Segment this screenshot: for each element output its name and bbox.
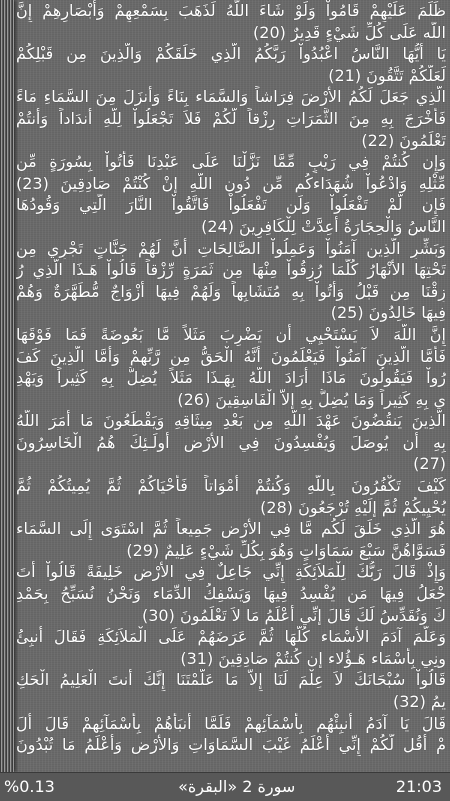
text-line: مْ أَقُل لَّكُمْ إِنِّي أَعْلَمُ غَيْبَ السَّمَاوَاتِ وَالأَرْضِ وَأَعْلَمُ مَا تُبْدُونَ bbox=[16, 735, 446, 755]
text-line: ي بِهِ كَثِيراً وَمَا يُضِلُّ بِهِ إِلاَّ الْفَاسِقِينَ (26) bbox=[177, 389, 446, 409]
text-line: بِهِ أَن يُوصَلَ وَيُفْسِدُونَ فِي الأرْضِ أُولَـئِكَ هُمُ الْخَاسِرُونَ bbox=[16, 432, 446, 452]
status-bar bbox=[0, 772, 450, 801]
text-line: تَحْتِهَا الأَنْهَارُ كُلَّمَا رُزِقُواْ مِنْهَا مِن ثَمَرَةٍ رِّزْقاً قَالُواْ هَـذَا الَّذِي رُ bbox=[16, 260, 446, 280]
text-line: قَالُواْ سُبْحَانَكَ لاَ عِلْمَ لَنَا إِلاَّ مَا عَلَّمْتَنَا إِنَّكَ أَنتَ الْعَلِيمُ الْحَكِ bbox=[16, 670, 446, 690]
text-line: ونِي بِأَسْمَاء هَـؤُلاء إِن كُنتُمْ صَادِقِينَ (31) bbox=[180, 648, 446, 668]
text-line: النَّاسُ وَالْحِجَارَةُ أُعِدَّتْ لِلْكَافِرِينَ (24) bbox=[201, 216, 446, 236]
reading-progress: %0.13 bbox=[4, 777, 55, 796]
text-line: كَيْفَ تَكْفُرُونَ بِاللَّهِ وَكُنتُمْ أَمْوَاتاً فَأَحْيَاكُمْ ثُمَّ يُمِيتُكُمْ ثُمَّ bbox=[16, 476, 446, 496]
text-line: إِنَّ اللَّهَ لاَ يَسْتَحْيِي أَن يَضْرِبَ مَثَلاً مَّا بَعُوضَةً فَمَا فَوْقَهَا bbox=[16, 324, 446, 344]
text-line: مِّثْلِهِ وَادْعُواْ شُهَدَاءكُم مِّن دُونِ اللّهِ إِنْ كُنْتُمْ صَادِقِينَ (23) bbox=[16, 173, 446, 193]
text-line: تَعْلَمُونَ (22) bbox=[361, 130, 446, 150]
text-line: فَإِن لَّمْ تَفْعَلُواْ وَلَن تَفْعَلُواْ فَاتَّقُواْ النَّارَ الَّتِي وَقُودُهَا bbox=[16, 195, 446, 215]
text-line: رُواْ فَيَقُولُونَ مَاذَا أَرَادَ اللَّهُ بِهَـذَا مَثَلاً يُضِلُّ بِهِ كَثِيراً وَيَهْدِ bbox=[16, 368, 446, 388]
text-line: وَإِن كُنتُمْ فِي رَيْبٍ مِّمَّا نَزَّلْنَا عَلَى عَبْدِنَا فَأْتُواْ بِسُورَةٍ مِّن bbox=[16, 152, 446, 172]
text-line: الَّذِي جَعَلَ لَكُمُ الأَرْضَ فِرَاشاً وَالسَّمَاء بِنَاءً وَأَنزَلَ مِنَ السَّمَاءِ مَاءً bbox=[16, 87, 446, 107]
text-line: زِقْنَا مِن قَبْلُ وَأُتُواْ بِهِ مُتَشَابِهاً وَلَهُمْ فِيهَا أَزْوَاجٌ مُّطَهَّرَةٌ وَهُمْ bbox=[16, 281, 446, 301]
text-line: هُوَ الَّذِي خَلَقَ لَكُم مَّا فِي الأَرْضِ جَمِيعاً ثُمَّ اسْتَوَى إِلَى السَّمَاء bbox=[16, 519, 446, 539]
text-line: يمُ (32) bbox=[392, 692, 446, 711]
text-line: كَ وَنُقَدِّسُ لَكَ قَالَ إِنِّي أَعْلَمُ مَا لاَ تَعْلَمُونَ (30) bbox=[142, 605, 446, 625]
text-line: الَّذِينَ يَنقُضُونَ عَهْدَ اللَّهِ مِن بَعْدِ مِيثَاقِهِ وَيَقْطَعُونَ مَا أَمَرَ اللَّهُ bbox=[16, 411, 446, 431]
quran-text-area[interactable] bbox=[16, 0, 446, 772]
text-line: لَعَلَّكُمْ تَتَّقُونَ (21) bbox=[328, 65, 446, 85]
text-line: فِيهَا خَالِدُونَ (25) bbox=[330, 303, 446, 323]
text-line: وَبَشِّرِ الَّذِين آمَنُواْ وَعَمِلُواْ الصَّالِحَاتِ أَنَّ لَهُمْ جَنَّاتٍ تَجْرِي مِن bbox=[16, 238, 446, 258]
text-line: قَالَ يَا آدَمُ أَنبِئْهُم بِأَسْمَآئِهِمْ فَلَمَّا أَنبَأَهُمْ بِأَسْمَآئِهِمْ قَالَ أَلَ bbox=[16, 713, 446, 733]
chapter-title: سورة 2 «البقرة» bbox=[178, 777, 296, 796]
text-line: (27) bbox=[413, 454, 446, 474]
page-stack-edge bbox=[0, 0, 14, 772]
text-line: اللَّه عَلَى كُلِّ شَيْءٍ قَدِيرٌ (20) bbox=[253, 22, 446, 42]
text-line: يَا أَيُّهَا النَّاسُ اعْبُدُواْ رَبَّكُمُ الَّذِي خَلَقَكُمْ وَالَّذِينَ مِن قَبْلِكُمْ bbox=[16, 44, 446, 64]
text-line: وَعَلَّمَ آدَمَ الأَسْمَاء كُلَّهَا ثُمَّ عَرَضَهُمْ عَلَى الْمَلاَئِكَةِ فَقَالَ أَنبِئُ bbox=[16, 627, 446, 647]
text-line: فَأَمَّا الَّذِينَ آمَنُواْ فَيَعْلَمُونَ أَنَّهُ الْحَقُّ مِن رَّبِّهِمْ وَأَمَّا الَّذِينَ كَفَ bbox=[16, 346, 446, 366]
text-line: فَسَوَّاهُنَّ سَبْعَ سَمَاوَاتٍ وَهُوَ بِكُلِّ شَيْءٍ عَلِيمٌ (29) bbox=[126, 540, 446, 560]
clock-time: 21:03 bbox=[395, 777, 442, 796]
text-line: وَإِذْ قَالَ رَبُّكَ لِلْمَلاَئِكَةِ إِنِّي جَاعِلٌ فِي الأَرْضِ خَلِيفَةً قَالُواْ أَتَ bbox=[16, 562, 446, 582]
text-line: جْعَلُ فِيهَا مَن يُفْسِدُ فِيهَا وَيَسْفِكُ الدِّمَاء وَنَحْنُ نُسَبِّحُ بِحَمْدِ bbox=[16, 584, 446, 604]
text-line: فَأَخْرَجَ بِهِ مِنَ الثَّمَرَاتِ رِزْقاً لَّكُمْ فَلاَ تَجْعَلُواْ لِلّهِ أَندَاداً وَأَنتُمْ bbox=[16, 108, 446, 128]
text-line: يُحْيِيكُمْ ثُمَّ إِلَيْهِ تُرْجَعُونَ (28) bbox=[260, 497, 446, 517]
text-line: ظَلَمَ عَلَيْهِمْ قَامُواْ وَلَوْ شَاءَ اللّهُ لَذَهَبَ بِسَمْعِهِمْ وَأَبْصَارِهِمْ إِنَّ bbox=[16, 1, 446, 20]
